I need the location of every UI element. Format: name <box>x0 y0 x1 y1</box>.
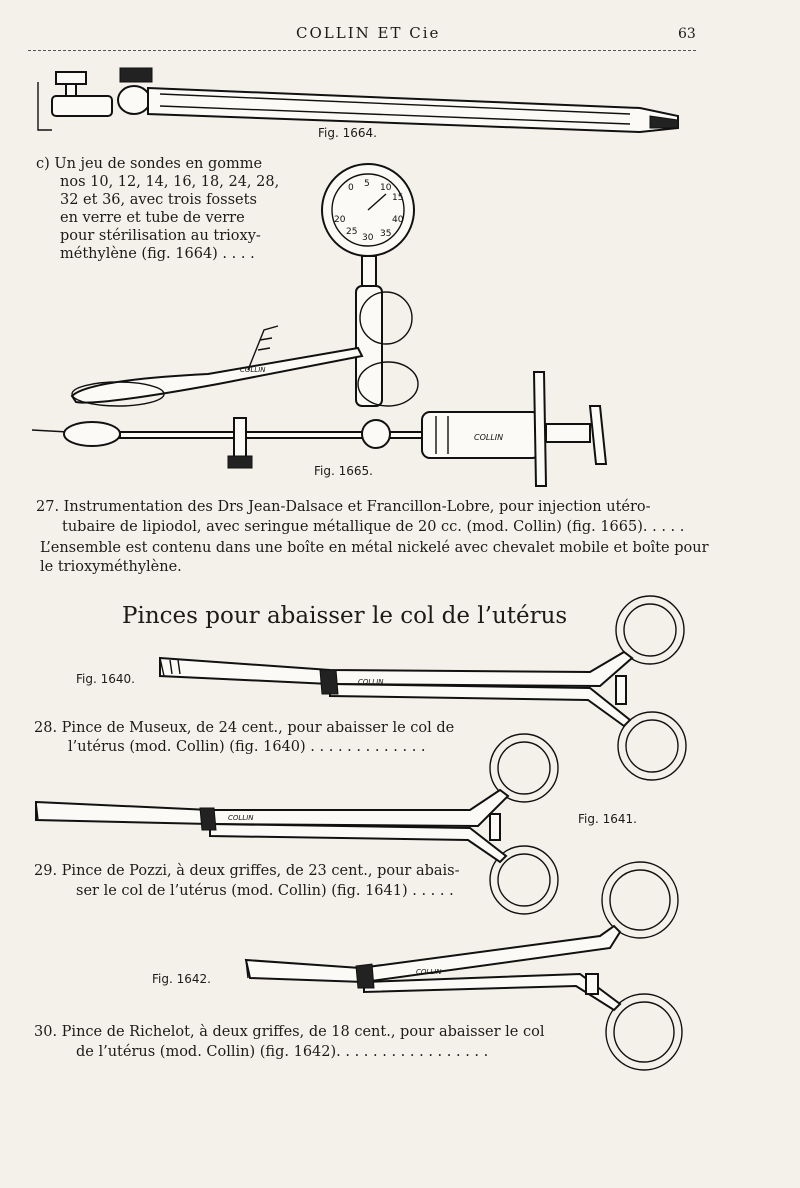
fig1664-line: méthylène (fig. 1664) . . . . <box>60 246 255 262</box>
fig1664-line: pour stérilisation au trioxy- <box>60 228 261 244</box>
gauge-number: 5 <box>364 179 370 189</box>
gauge-number: 0 <box>348 183 354 193</box>
gauge-number: 35 <box>380 229 392 239</box>
fig1664-line: en verre et tube de verre <box>60 210 245 226</box>
gauge-number: 25 <box>346 227 358 237</box>
fig1664-line: c) Un jeu de sondes en gomme <box>36 156 263 172</box>
gauge-number: 15 <box>392 193 404 203</box>
fig1642-caption: Fig. 1642. <box>152 972 211 986</box>
museux-engraving: COLLIN <box>358 678 384 686</box>
item-27-line: L’ensemble est contenu dans une boîte en métal nickelé avec chevalet mobile et boîte pour <box>40 540 709 556</box>
page-header <box>0 24 800 48</box>
fig1664-line: nos 10, 12, 14, 16, 18, 24, 28, <box>60 174 280 190</box>
gauge-number: 30 <box>362 233 374 243</box>
gauge-number: 20 <box>334 215 346 225</box>
page-number: 63 <box>678 26 696 42</box>
richelot-engraving: COLLIN <box>416 968 442 976</box>
pozzi-engraving: COLLIN <box>228 814 254 822</box>
item-30-line: 30. Pince de Richelot, à deux griffes, de 18 cent., pour abaisser le col <box>34 1024 545 1040</box>
tenaculum-engraving: COLLIN <box>240 366 266 374</box>
item-27-line: tubaire de lipiodol, avec seringue métallique de 20 cc. (mod. Collin) (fig. 1665). . . . . <box>62 519 685 535</box>
gauge-number: 10 <box>380 183 392 193</box>
fig1664-line: 32 et 36, avec trois fossets <box>60 192 257 208</box>
header-rule <box>28 50 696 51</box>
syringe-apparatus-illustration <box>28 160 648 500</box>
item-27-line: le trioxyméthylène. <box>40 559 182 575</box>
section-title: Pinces pour abaisser le col de l’utérus <box>122 603 568 629</box>
fig1641-caption: Fig. 1641. <box>578 812 637 826</box>
syringe-engraving: COLLIN <box>474 433 504 442</box>
header-title: COLLIN ET Cie <box>296 24 441 42</box>
item-29-line: 29. Pince de Pozzi, à deux griffes, de 23 cent., pour abais- <box>34 863 460 879</box>
fig1664-caption: Fig. 1664. <box>318 126 377 140</box>
item-28-line: l’utérus (mod. Collin) (fig. 1640) . . . . . . . . . . . . . <box>68 739 426 755</box>
fig1665-caption: Fig. 1665. <box>314 464 373 478</box>
fig1640-caption: Fig. 1640. <box>76 672 135 686</box>
item-27-line: 27. Instrumentation des Drs Jean-Dalsace et Francillon-Lobre, pour injection utéro- <box>36 499 651 515</box>
item-28-line: 28. Pince de Museux, de 24 cent., pour abaisser le col de <box>34 720 455 736</box>
item-29-line: ser le col de l’utérus (mod. Collin) (fig. 1641) . . . . . <box>76 883 454 899</box>
item-30-line: de l’utérus (mod. Collin) (fig. 1642). . . . . . . . . . . . . . . . . <box>76 1044 489 1060</box>
gauge-number: 40 <box>392 215 404 225</box>
